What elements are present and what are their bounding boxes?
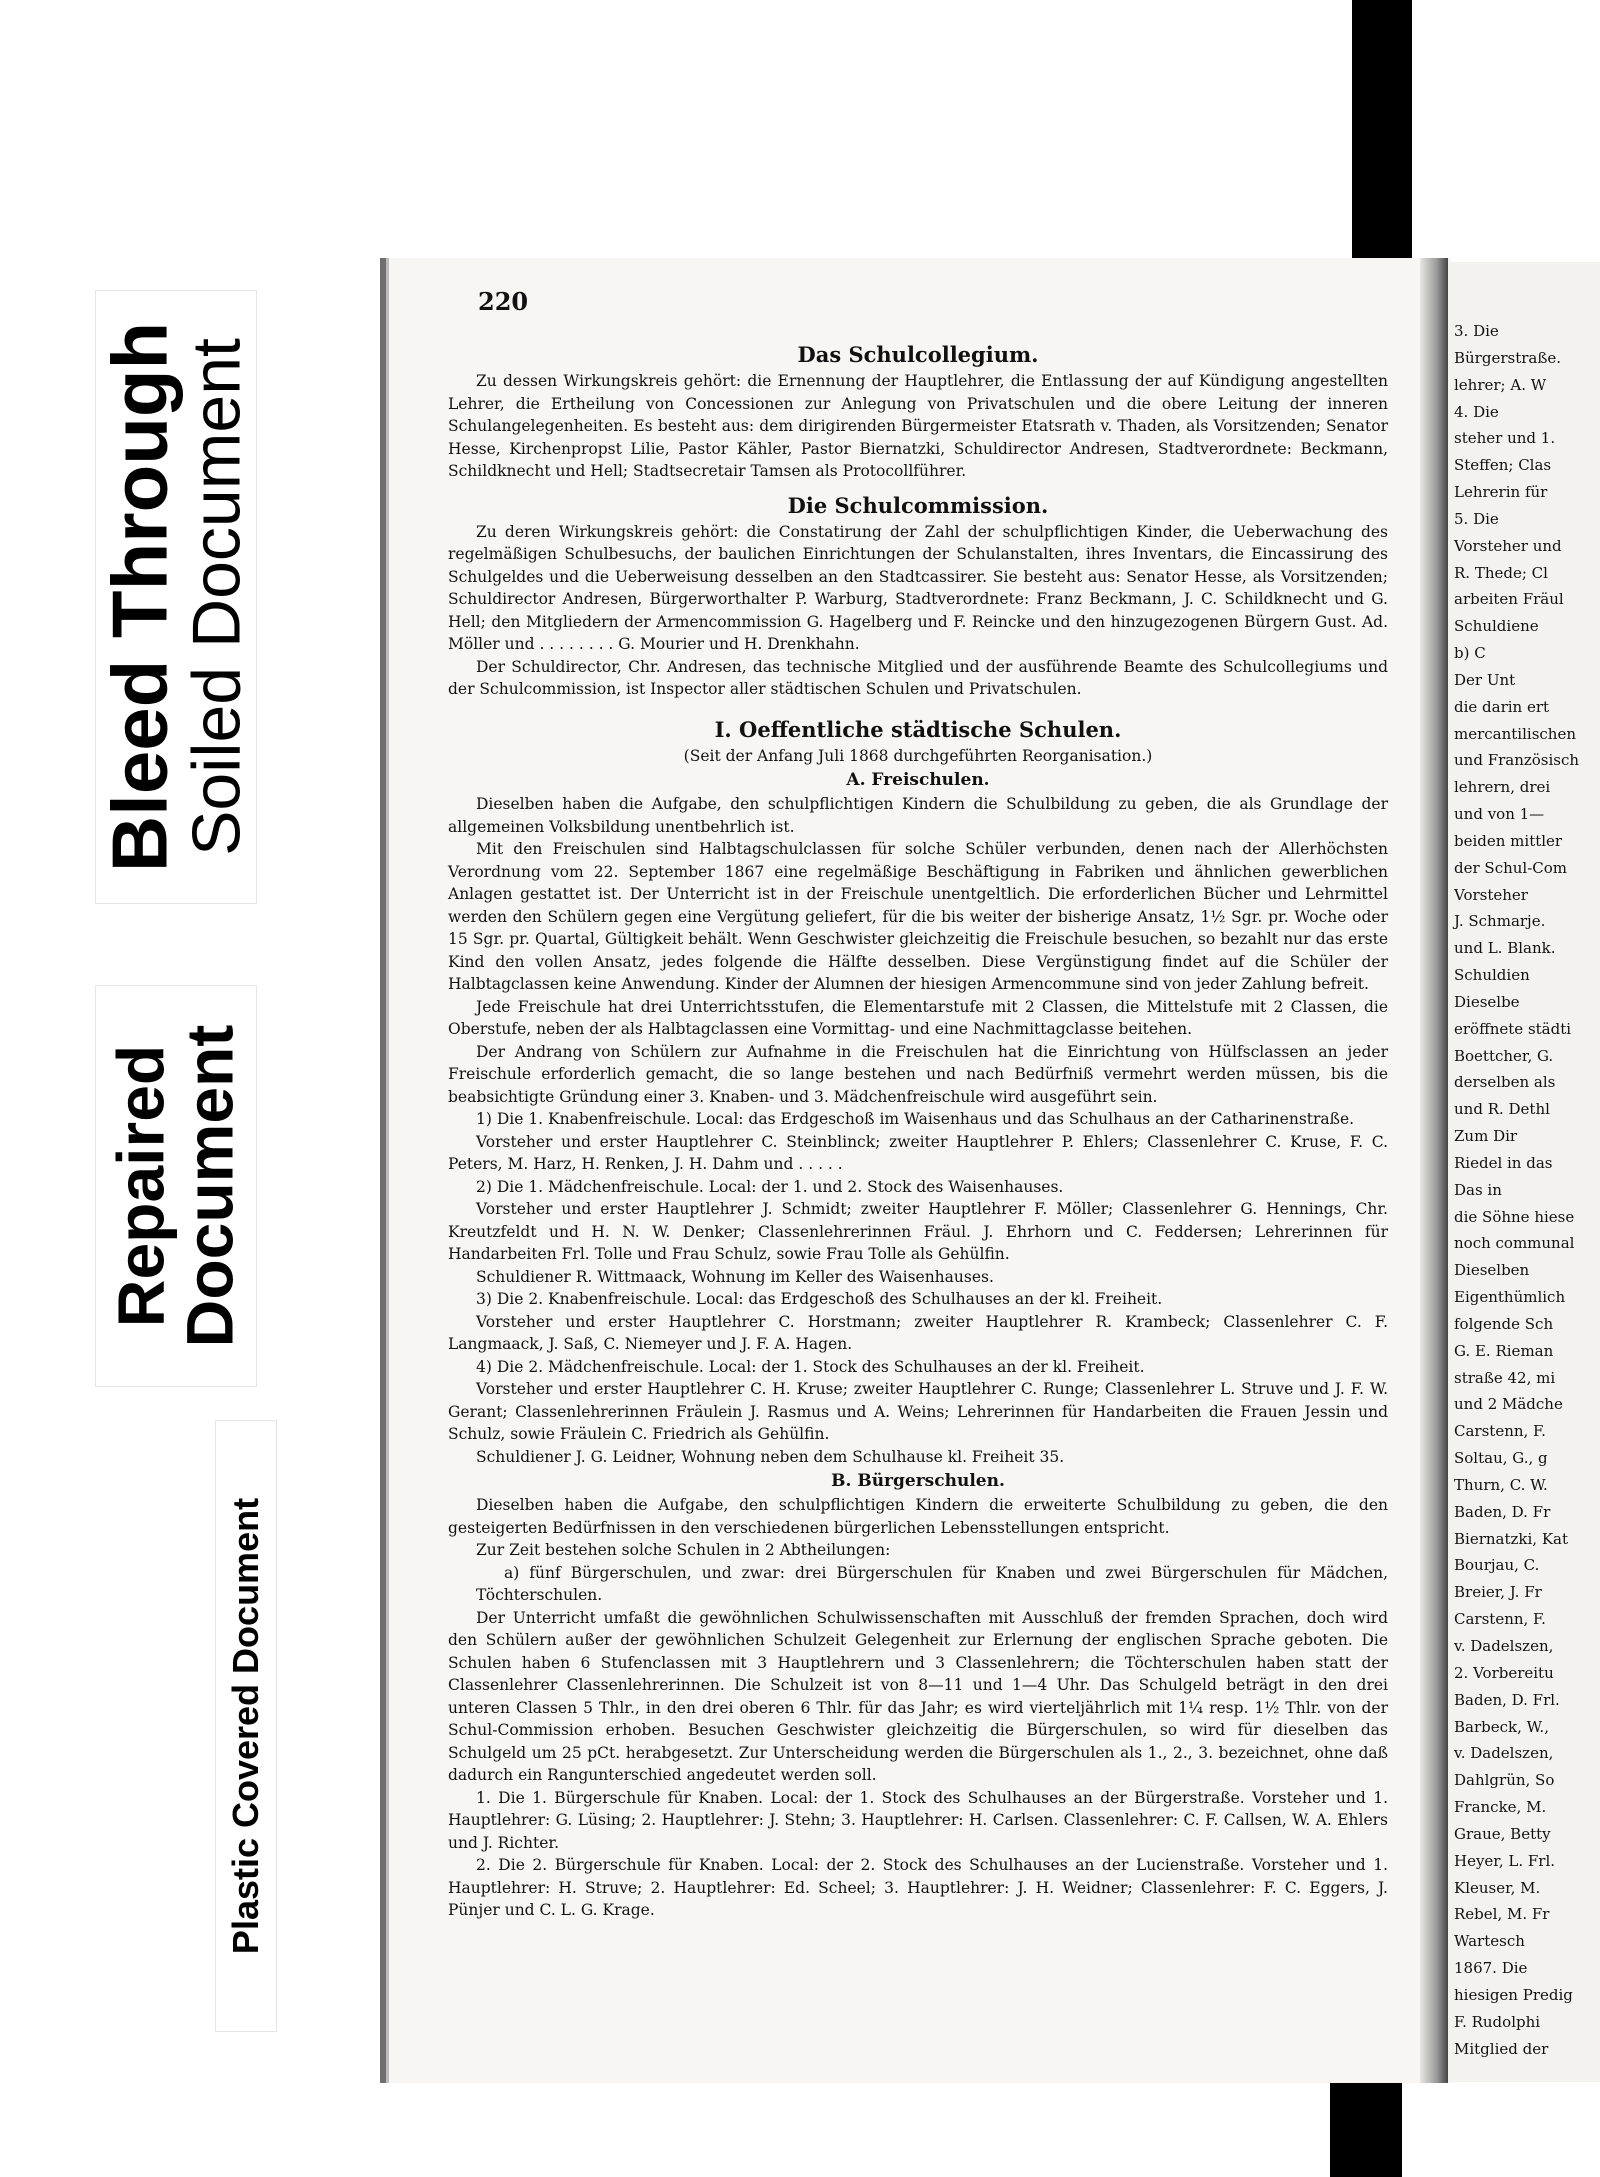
paragraph-freischulen-4: Der Andrang von Schülern zur Aufnahme in die Freischulen hat die Einrichtung von Hülfsclassen an jeder Freischule erforderlich gemacht, die so lange bestehen und nach Bedürfniß vermehrt werden müssen, bis die beabsichtigte Gründung einer 3. Knaben- und 3. Mädchenfreischule wird ausgeführt sein. <box>448 1042 1388 1106</box>
adjacent-page-line: Zum Dir <box>1454 1127 1518 1146</box>
paragraph-maedchenfreischule-2-diener: Schuldiener J. G. Leidner, Wohnung neben dem Schulhause kl. Freiheit 35. <box>476 1447 1065 1466</box>
paragraph-maedchenfreischule-2-staff: Vorsteher und erster Hauptlehrer C. H. Kruse; zweiter Hauptlehrer C. Runge; Classenlehrer L. Struve und J. F. W. Gerant; Classenlehrerinnen Fräulein J. Rasmus und A. Weins; Lehrerinnen für Handarbeiten die Frauen Jessin und Schulz, sowie Fräulein C. Friedrich als Gehülfin. <box>448 1380 1388 1443</box>
adjacent-page-line: eröffnete städti <box>1454 1019 1572 1038</box>
adjacent-page-line: Der Unt <box>1454 670 1516 689</box>
adjacent-page-line: Biernatzki, Kat <box>1454 1529 1569 1548</box>
adjacent-page-line: und 2 Mädche <box>1454 1395 1563 1414</box>
adjacent-page-line: Dieselbe <box>1454 992 1520 1011</box>
adjacent-page-line: J. Schmarje. <box>1454 912 1546 931</box>
adjacent-page-line: Carstenn, F. <box>1454 1422 1546 1441</box>
adjacent-page-line: Bürgerstraße. <box>1454 348 1562 367</box>
adjacent-page-line: G. E. Rieman <box>1454 1341 1554 1360</box>
bleed-through-label: Bleed Through <box>95 321 184 873</box>
adjacent-page-line: Baden, D. Fr <box>1454 1502 1551 1521</box>
book-gutter <box>1420 258 1448 2083</box>
adjacent-page-line: Dieselben <box>1454 1261 1530 1280</box>
repaired-document-label-tab <box>95 985 257 1387</box>
adjacent-page-line: folgende Sch <box>1454 1314 1554 1333</box>
paragraph-knabenfreischule-2-staff: Vorsteher und erster Hauptlehrer C. Horstmann; zweiter Hauptlehrer R. Krambeck; Classenlehrer C. F. Langmaack, J. Saß, C. Niemeyer und J. F. A. Hagen. <box>448 1312 1388 1353</box>
adjacent-page-line: v. Dadelszen, <box>1454 1744 1554 1763</box>
paragraph-maedchenfreischule-1: 2) Die 1. Mädchenfreischule. Local: der 1. und 2. Stock des Waisenhauses. <box>476 1177 1064 1196</box>
adjacent-page-line: Kleuser, M. <box>1454 1878 1541 1897</box>
adjacent-page-line: 1867. Die <box>1454 1959 1528 1978</box>
adjacent-page-line: arbeiten Fräul <box>1454 590 1564 609</box>
paragraph-maedchenfreischule-2: 4) Die 2. Mädchenfreischule. Local: der 1. Stock des Schulhauses an der kl. Freiheit. <box>476 1357 1145 1376</box>
adjacent-page-line: Lehrerin für <box>1454 483 1548 502</box>
heading-schulcollegium: Das Schulcollegium. <box>797 342 1039 367</box>
plastic-covered-label-tab <box>215 1420 277 2032</box>
paragraph-maedchenfreischule-1-staff: Vorsteher und erster Hauptlehrer J. Schmidt; zweiter Hauptlehrer F. Möller; Classenlehrer G. Hennings, Chr. Kreutzfeldt und H. N. W. Denker; Classenlehrerinnen Fräul. J. Ehrhorn und C. Feddersen; Lehrerinnen für Handarbeiten Frl. Tolle und Frau Schulz, sowie Frau Tolle als Gehülfin. <box>448 1200 1388 1263</box>
binding-strap-top <box>1352 0 1412 260</box>
adjacent-page-line: Riedel in das <box>1454 1153 1553 1172</box>
paragraph-buergerschulen-5: 2. Die 2. Bürgerschule für Knaben. Local: der 2. Stock des Schulhauses an der Lucienstraße. Vorsteher und 1. Hauptlehrer: H. Struve; 2. Hauptlehrer: Ed. Scheel; 3. Hauptlehrer: J. H. Weidner; Classenlehrer: F. C. Eggers, J. Pünjer und C. L. G. Krage. <box>448 1856 1388 1919</box>
adjacent-page-line: 2. Vorbereitu <box>1454 1663 1554 1682</box>
adjacent-page-line: Das in <box>1454 1180 1502 1199</box>
page-text-column <box>448 282 1388 1922</box>
adjacent-page-line: F. Rudolphi <box>1454 2012 1541 2031</box>
heading-oeffentliche-schulen: I. Oeffentliche städtische Schulen. <box>714 716 1122 742</box>
repaired-label-line1: Repaired <box>103 1044 178 1328</box>
adjacent-page-line: Bourjau, C. <box>1454 1556 1540 1575</box>
adjacent-page-line: Thurn, C. W. <box>1454 1475 1548 1494</box>
adjacent-page-line: Carstenn, F. <box>1454 1610 1546 1629</box>
adjacent-page-line: Baden, D. Frl. <box>1454 1690 1560 1709</box>
adjacent-page-line: hiesigen Predig <box>1454 1985 1573 2004</box>
adjacent-page-line: R. Thede; Cl <box>1454 563 1548 582</box>
adjacent-page-line: Schuldien <box>1454 966 1530 985</box>
paragraph-schuldirector: Der Schuldirector, Chr. Andresen, das technische Mitglied und der ausführende Beamte des Schulcollegiums und der Schulcommission, ist Inspector aller städtischen Schulen und Privatschulen. <box>448 657 1388 698</box>
adjacent-page-line: die darin ert <box>1454 697 1550 716</box>
repaired-label-line2: Document <box>173 1024 247 1348</box>
adjacent-page-line: noch communal <box>1454 1234 1575 1253</box>
adjacent-page-line: Steffen; Clas <box>1454 456 1552 475</box>
adjacent-page-line: steher und 1. <box>1454 429 1556 448</box>
paragraph-buergerschulen-2a: a) fünf Bürgerschulen, und zwar: drei Bürgerschulen für Knaben und zwei Bürgerschulen für Mädchen, Töchterschulen. <box>476 1563 1388 1604</box>
heading-buergerschulen: B. Bürgerschulen. <box>831 1471 1005 1491</box>
adjacent-page-line: Vorsteher und <box>1454 536 1562 555</box>
paragraph-freischulen-1: Dieselben haben die Aufgabe, den schulpflichtigen Kindern die Schulbildung zu geben, die als Grundlage der allgemeinen Volksbildung unentbehrlich ist. <box>448 795 1388 836</box>
adjacent-page-line: lehrern, drei <box>1454 778 1551 797</box>
adjacent-page-line: der Schul-Com <box>1454 858 1568 877</box>
subtitle-reorganisation: (Seit der Anfang Juli 1868 durchgeführten Reorganisation.) <box>683 746 1153 765</box>
adjacent-page-line: und L. Blank. <box>1454 939 1556 958</box>
adjacent-page-line: Francke, M. <box>1454 1798 1547 1817</box>
adjacent-page-line: 5. Die <box>1454 509 1499 528</box>
adjacent-page-line: Wartesch <box>1454 1932 1525 1951</box>
adjacent-page-line: Schuldiene <box>1454 617 1539 636</box>
adjacent-page-line: beiden mittler <box>1454 831 1563 850</box>
adjacent-page-line: lehrer; A. W <box>1454 375 1547 394</box>
paragraph-buergerschulen-2: Zur Zeit bestehen solche Schulen in 2 Abtheilungen: <box>476 1541 891 1559</box>
adjacent-page-line: Soltau, G., g <box>1454 1449 1548 1468</box>
paragraph-schulcommission: Zu deren Wirkungskreis gehört: die Constatirung der Zahl der schulpflichtigen Kinder, die Ueberwachung des regelmäßigen Schulbesuchs, der baulichen Einrichtungen der Schulanstalten, ihres Inventars, die Eincassirung des Schulgeldes und die Ueberweisung desselben an den Stadtcassirer. Sie besteht aus: Senator Hesse, als Vorsitzenden; Schuldirector Andresen, Bürgerworthalter P. Warburg, Stadtverordnete: Franz Beckmann, J. C. Schildknecht und G. Hell; den Mitgliedern der Armencommission G. Hagelberg und F. Reincke und den hinzugezogenen Bürgern Gust. Ad. Möller und . . . . . . . . G. Mourier und H. Drenkhahn. <box>448 522 1388 653</box>
adjacent-page-line: 4. Die <box>1454 402 1499 421</box>
heading-freischulen: A. Freischulen. <box>846 770 990 790</box>
adjacent-page-line: b) C <box>1454 644 1486 663</box>
soiled-document-label: Soiled Document <box>178 338 255 856</box>
adjacent-page-line: Boettcher, G. <box>1454 1046 1554 1065</box>
adjacent-page-line: Vorsteher <box>1454 885 1528 904</box>
adjacent-page-line: die Söhne hiese <box>1454 1207 1575 1226</box>
adjacent-page-line: Breier, J. Fr <box>1454 1583 1542 1602</box>
adjacent-page-line: Barbeck, W., <box>1454 1717 1549 1736</box>
paragraph-knabenfreischule-1-staff: Vorsteher und erster Hauptlehrer C. Steinblinck; zweiter Hauptlehrer P. Ehlers; Classenlehrer C. Kruse, F. C. Peters, M. Harz, H. Renken, J. H. Dahm und . . . . . <box>448 1132 1388 1173</box>
adjacent-page-line: und Französisch <box>1454 751 1580 770</box>
paragraph-maedchenfreischule-1-diener: Schuldiener R. Wittmaack, Wohnung im Keller des Waisenhauses. <box>476 1267 994 1286</box>
paragraph-buergerschulen-4: 1. Die 1. Bürgerschule für Knaben. Local: der 1. Stock des Schulhauses an der Bürgerstraße. Vorsteher und 1. Hauptlehrer: G. Lüsing; 2. Hauptlehrer: J. Stehn; 3. Hauptlehrer: H. Carlsen. Classenlehrer: C. F. Callsen, W. A. Ehlers und J. Richter. <box>448 1788 1388 1852</box>
adjacent-page-line: Rebel, M. Fr <box>1454 1905 1550 1924</box>
paragraph-freischulen-2: Mit den Freischulen sind Halbtagschulclassen für solche Schüler verbunden, denen nach der Allerhöchsten Verordnung vom 22. September 1867 eine regelmäßige Beschäftigung in Fabriken und ähnlichen gewerblichen Anlagen gestattet ist. Der Unterricht ist in der Freischule unentgeltlich. Die erforderlichen Bücher und Lehrmittel werden den Schülern gegen eine Vergütung geliefert, für die bis weiter der bisherige Ansatz, 1½ Sgr. pr. Woche oder 15 Sgr. pr. Quartal, Gültigkeit behält. Wenn Geschwister gleichzeitig die Freischule besuchen, so bezahlt nur das erste Kind den vollen Ansatz, jedes folgende die Hälfte desselben. Diese Vergünstigung findet auf die Schüler der Halbtagclassen keine Anwendung. Kinder der Alumnen der hiesigen Armencommune sind von jeder Zahlung befreit. <box>448 840 1388 993</box>
paragraph-knabenfreischule-2: 3) Die 2. Knabenfreischule. Local: das Erdgeschoß des Schulhauses an der kl. Freiheit. <box>476 1290 1163 1308</box>
adjacent-page-line: und R. Dethl <box>1454 1100 1550 1119</box>
adjacent-page-line: derselben als <box>1454 1073 1556 1092</box>
adjacent-page-line: Dahlgrün, So <box>1454 1771 1555 1790</box>
adjacent-page-line: Graue, Betty <box>1454 1824 1551 1843</box>
paragraph-schulcollegium: Zu dessen Wirkungskreis gehört: die Ernennung der Hauptlehrer, die Entlassung der auf Kündigung angestellten Lehrer, die Ertheilung von Concessionen zur Anlegung von Privatschulen und die obere Leitung der inneren Schulangelegenheiten. Es besteht aus: dem dirigirenden Bürgermeister Etatsrath v. Thaden, als Vorsitzenden; Senator Hesse, Kirchenpropst Lilie, Pastor Kähler, Pastor Biernatzki, Schuldirector Andresen, Stadtverordnete: Beckmann, Schildknecht und Hell; Stadtsecretair Tamsen als Protocollführer. <box>448 372 1388 480</box>
adjacent-page-line: mercantilischen <box>1454 724 1576 743</box>
paragraph-freischulen-3: Jede Freischule hat drei Unterrichtsstufen, die Elementarstufe mit 2 Classen, die Mittelstufe mit 2 Classen, die Oberstufe, neben der als Halbtagclassen eine Vormittag- und eine Nachmittagclasse beitehen. <box>448 997 1388 1038</box>
paragraph-buergerschulen-1: Dieselben haben die Aufgabe, den schulpflichtigen Kindern die erweiterte Schulbildung zu geben, die den gesteigerten Bedürfnissen in den verschiedenen bürgerlichen Lebensstellungen entspricht. <box>448 1496 1388 1537</box>
adjacent-page-line: Mitglied der <box>1454 2039 1549 2058</box>
adjacent-page-line: straße 42, mi <box>1454 1368 1556 1387</box>
bleed-through-soiled-label-tab <box>95 290 257 904</box>
paragraph-buergerschulen-3: Der Unterricht umfaßt die gewöhnlichen Schulwissenschaften mit Ausschluß der fremden Sprachen, doch wird den Schülern außer der gewöhnlichen Schulzeit Gelegenheit zur Erlernung der englischen Sprache geboten. Die Schulen haben 6 Stufenclassen mit 3 Hauptlehrern und 3 Classenlehrern; die Töchterschulen haben statt der Classenlehrer Classenlehrerinnen. Die Schulzeit ist von 8—11 und 1—4 Uhr. Das Schulgeld beträgt in den drei unteren Classen 5 Thlr., in den drei oberen 6 Thlr. für das Jahr; es wird vierteljährlich mit 1¼ resp. 1½ Thlr. von der Schul-Commission erhoben. Besuchen Geschwister gleichzeitig die Bürgerschulen, so wird für dieselben das Schulgeld um 25 pCt. herabgesetzt. Zur Unterscheidung werden die Bürgerschulen als 1., 2., 3. bezeichnet, ohne daß dadurch ein Rangunterschied angedeutet werden soll. <box>448 1608 1388 1784</box>
adjacent-page-line: Heyer, L. Frl. <box>1454 1851 1556 1870</box>
plastic-covered-label: Plastic Covered Document <box>225 1497 267 1955</box>
adjacent-page-line: v. Dadelszen, <box>1454 1637 1554 1655</box>
paragraph-knabenfreischule-1: 1) Die 1. Knabenfreischule. Local: das Erdgeschoß im Waisenhaus und das Schulhaus an der Catharinenstraße. <box>476 1110 1355 1128</box>
adjacent-page-line: Eigenthümlich <box>1454 1288 1566 1307</box>
adjacent-page-line: 3. Die <box>1454 322 1499 340</box>
heading-schulcommission: Die Schulcommission. <box>787 492 1049 518</box>
adjacent-page-line: und von 1— <box>1454 805 1545 824</box>
page-number: 220 <box>478 287 529 316</box>
adjacent-page-fragment <box>1448 262 1600 2082</box>
